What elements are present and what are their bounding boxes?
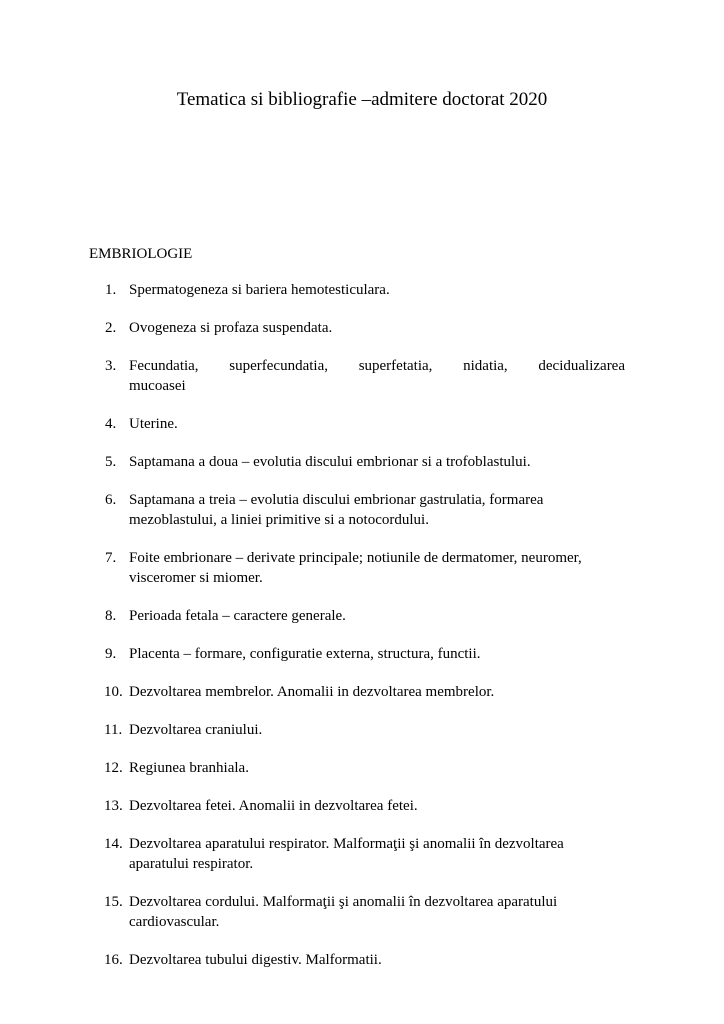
item-text: Saptamana a treia – evolutia discului embrionar gastrulatia, formarea mezoblastului, a liniei primitive si a notocordului. <box>129 492 544 528</box>
item-text: Uterine. <box>129 416 178 432</box>
item-text: Dezvoltarea fetei. Anomalii in dezvoltarea fetei. <box>129 798 418 814</box>
item-number: 8. <box>105 608 117 624</box>
item-number: 1. <box>105 282 117 298</box>
item-number: 5. <box>105 454 117 470</box>
list-item <box>105 892 625 932</box>
list-item <box>105 414 625 434</box>
item-text: Perioada fetala – caractere generale. <box>129 608 346 624</box>
list-item <box>105 318 625 338</box>
item-text: Dezvoltarea cordului. Malformaţii şi anomalii în dezvoltarea aparatului cardiovascular. <box>129 894 558 930</box>
item-text: Ovogeneza si profaza suspendata. <box>129 320 333 336</box>
item-number: 7. <box>105 550 117 566</box>
list-item <box>105 548 625 588</box>
item-text: Dezvoltarea membrelor. Anomalii in dezvoltarea membrelor. <box>129 684 495 700</box>
item-number: 3. <box>105 358 117 374</box>
item-number: 12. <box>104 760 123 776</box>
item-number: 13. <box>104 798 123 814</box>
item-number: 16. <box>104 952 123 968</box>
list-item <box>105 682 625 702</box>
item-text: Dezvoltarea craniului. <box>129 722 263 738</box>
list-item <box>105 490 625 530</box>
list-item <box>105 606 625 626</box>
item-number: 4. <box>105 416 117 432</box>
list-item <box>105 452 625 472</box>
item-text: Regiunea branhiala. <box>129 760 249 776</box>
item-text: Foite embrionare – derivate principale; notiunile de dermatomer, neuromer, visceromer si miomer. <box>129 550 582 586</box>
item-text-line-2: mucoasei <box>129 378 186 394</box>
item-number: 6. <box>105 492 117 508</box>
list-item <box>105 796 625 816</box>
item-number: 15. <box>104 894 123 910</box>
item-number: 14. <box>104 836 123 852</box>
item-text: Placenta – formare, configuratie externa, structura, functii. <box>129 646 481 662</box>
item-text: Dezvoltarea tubului digestiv. Malformatii. <box>129 952 382 968</box>
item-text: Spermatogeneza si bariera hemotesticulara. <box>129 282 390 298</box>
item-number: 11. <box>104 722 123 738</box>
item-number: 10. <box>104 684 123 700</box>
list-item <box>105 950 625 970</box>
item-text-line-1: Fecundatia, superfecundatia, superfetatia, nidatia, decidualizarea <box>129 358 625 374</box>
list-item <box>105 834 625 874</box>
list-item <box>105 758 625 778</box>
topic-list <box>105 280 625 988</box>
item-number: 9. <box>105 646 117 662</box>
list-item <box>105 720 625 740</box>
list-item <box>105 644 625 664</box>
document-title: Tematica si bibliografie –admitere doctorat 2020 <box>176 89 548 110</box>
section-heading: EMBRIOLOGIE <box>89 246 193 262</box>
list-item <box>105 280 625 300</box>
item-text: Dezvoltarea aparatului respirator. Malformaţii şi anomalii în dezvoltarea aparatului respirator. <box>129 836 564 872</box>
item-number: 2. <box>105 320 117 336</box>
item-text: Saptamana a doua – evolutia discului embrionar si a trofoblastului. <box>129 454 531 470</box>
list-item <box>105 356 625 396</box>
